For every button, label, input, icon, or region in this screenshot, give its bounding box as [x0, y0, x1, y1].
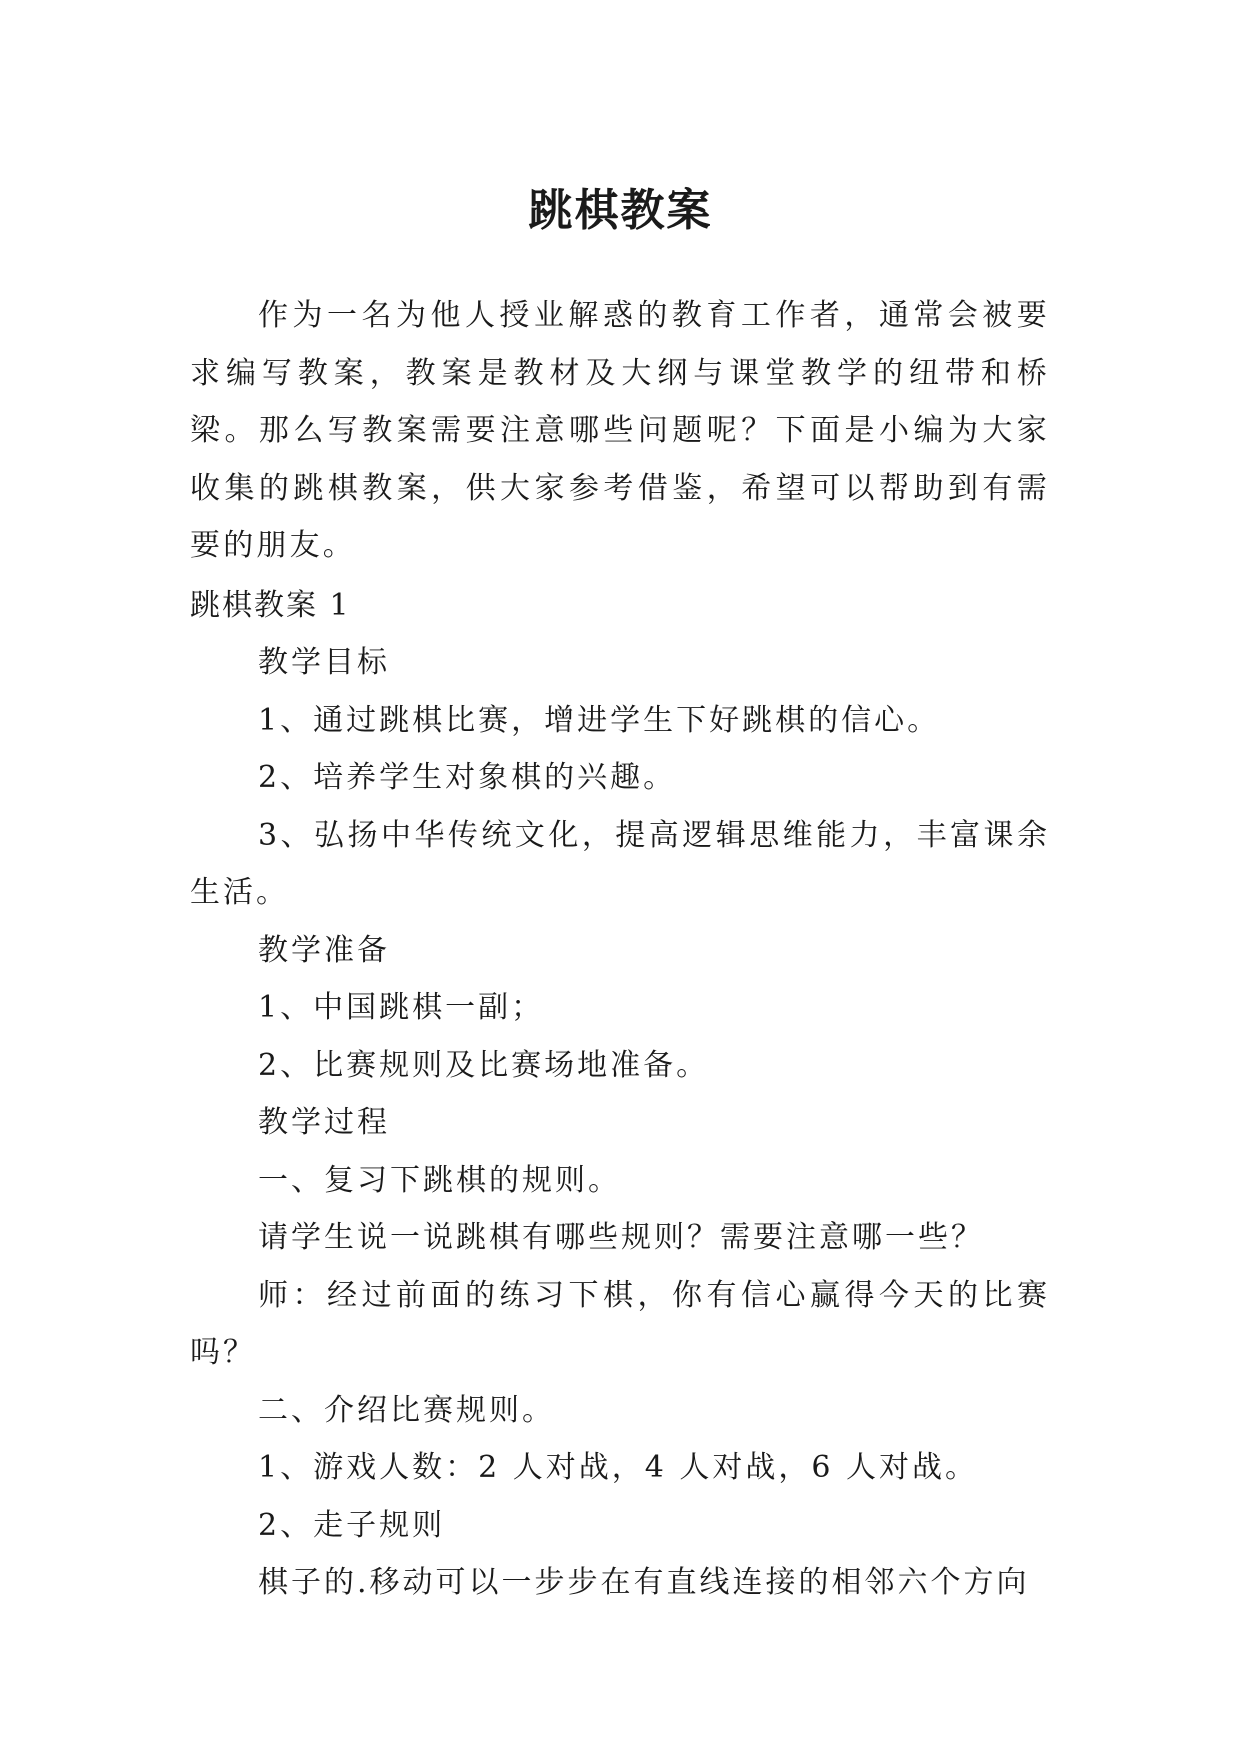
process-text: 请学生说一说跳棋有哪些规则？需要注意哪一些？ [258, 1220, 984, 1255]
intro-paragraph: 作为一名为他人授业解惑的教育工作者，通常会被要求编写教案，教案是教材及大纲与课堂教学的纽带和桥梁。那么写教案需要注意哪些问题呢？下面是小编为大家收集的跳棋教案，供大家参考借鉴，希望可以帮助到有需要的朋友。 [190, 298, 1050, 563]
rule-item: 1、游戏人数：2 人对战，4 人对战，6 人对战。 [258, 1450, 978, 1485]
heading-objectives: 教学目标 [258, 645, 390, 680]
preparation-item: 2、比赛规则及比赛场地准备。 [258, 1047, 710, 1083]
objective-item: 3、弘扬中华传统文化，提高逻辑思维能力，丰富课余生活。 [190, 817, 1050, 910]
rule-text: 棋子的.移动可以一步步在有直线连接的相邻六个方向 [258, 1565, 1030, 1600]
process-step: 二、介绍比赛规则。 [258, 1392, 555, 1428]
section-title: 跳棋教案 1 [190, 588, 351, 623]
objective-item: 2、培养学生对象棋的兴趣。 [258, 760, 677, 795]
preparation-item: 1、中国跳棋一副； [258, 990, 545, 1025]
objective-item: 1、通过跳棋比赛，增进学生下好跳棋的信心。 [258, 702, 941, 738]
document-title: 跳棋教案 [528, 185, 713, 237]
heading-preparation: 教学准备 [258, 932, 390, 968]
rule-item: 2、走子规则 [258, 1507, 446, 1543]
lesson-body [190, 634, 1050, 1612]
heading-process: 教学过程 [258, 1105, 390, 1140]
process-step: 一、复习下跳棋的规则。 [258, 1162, 621, 1198]
process-text: 师：经过前面的练习下棋，你有信心赢得今天的比赛吗？ [190, 1277, 1050, 1370]
